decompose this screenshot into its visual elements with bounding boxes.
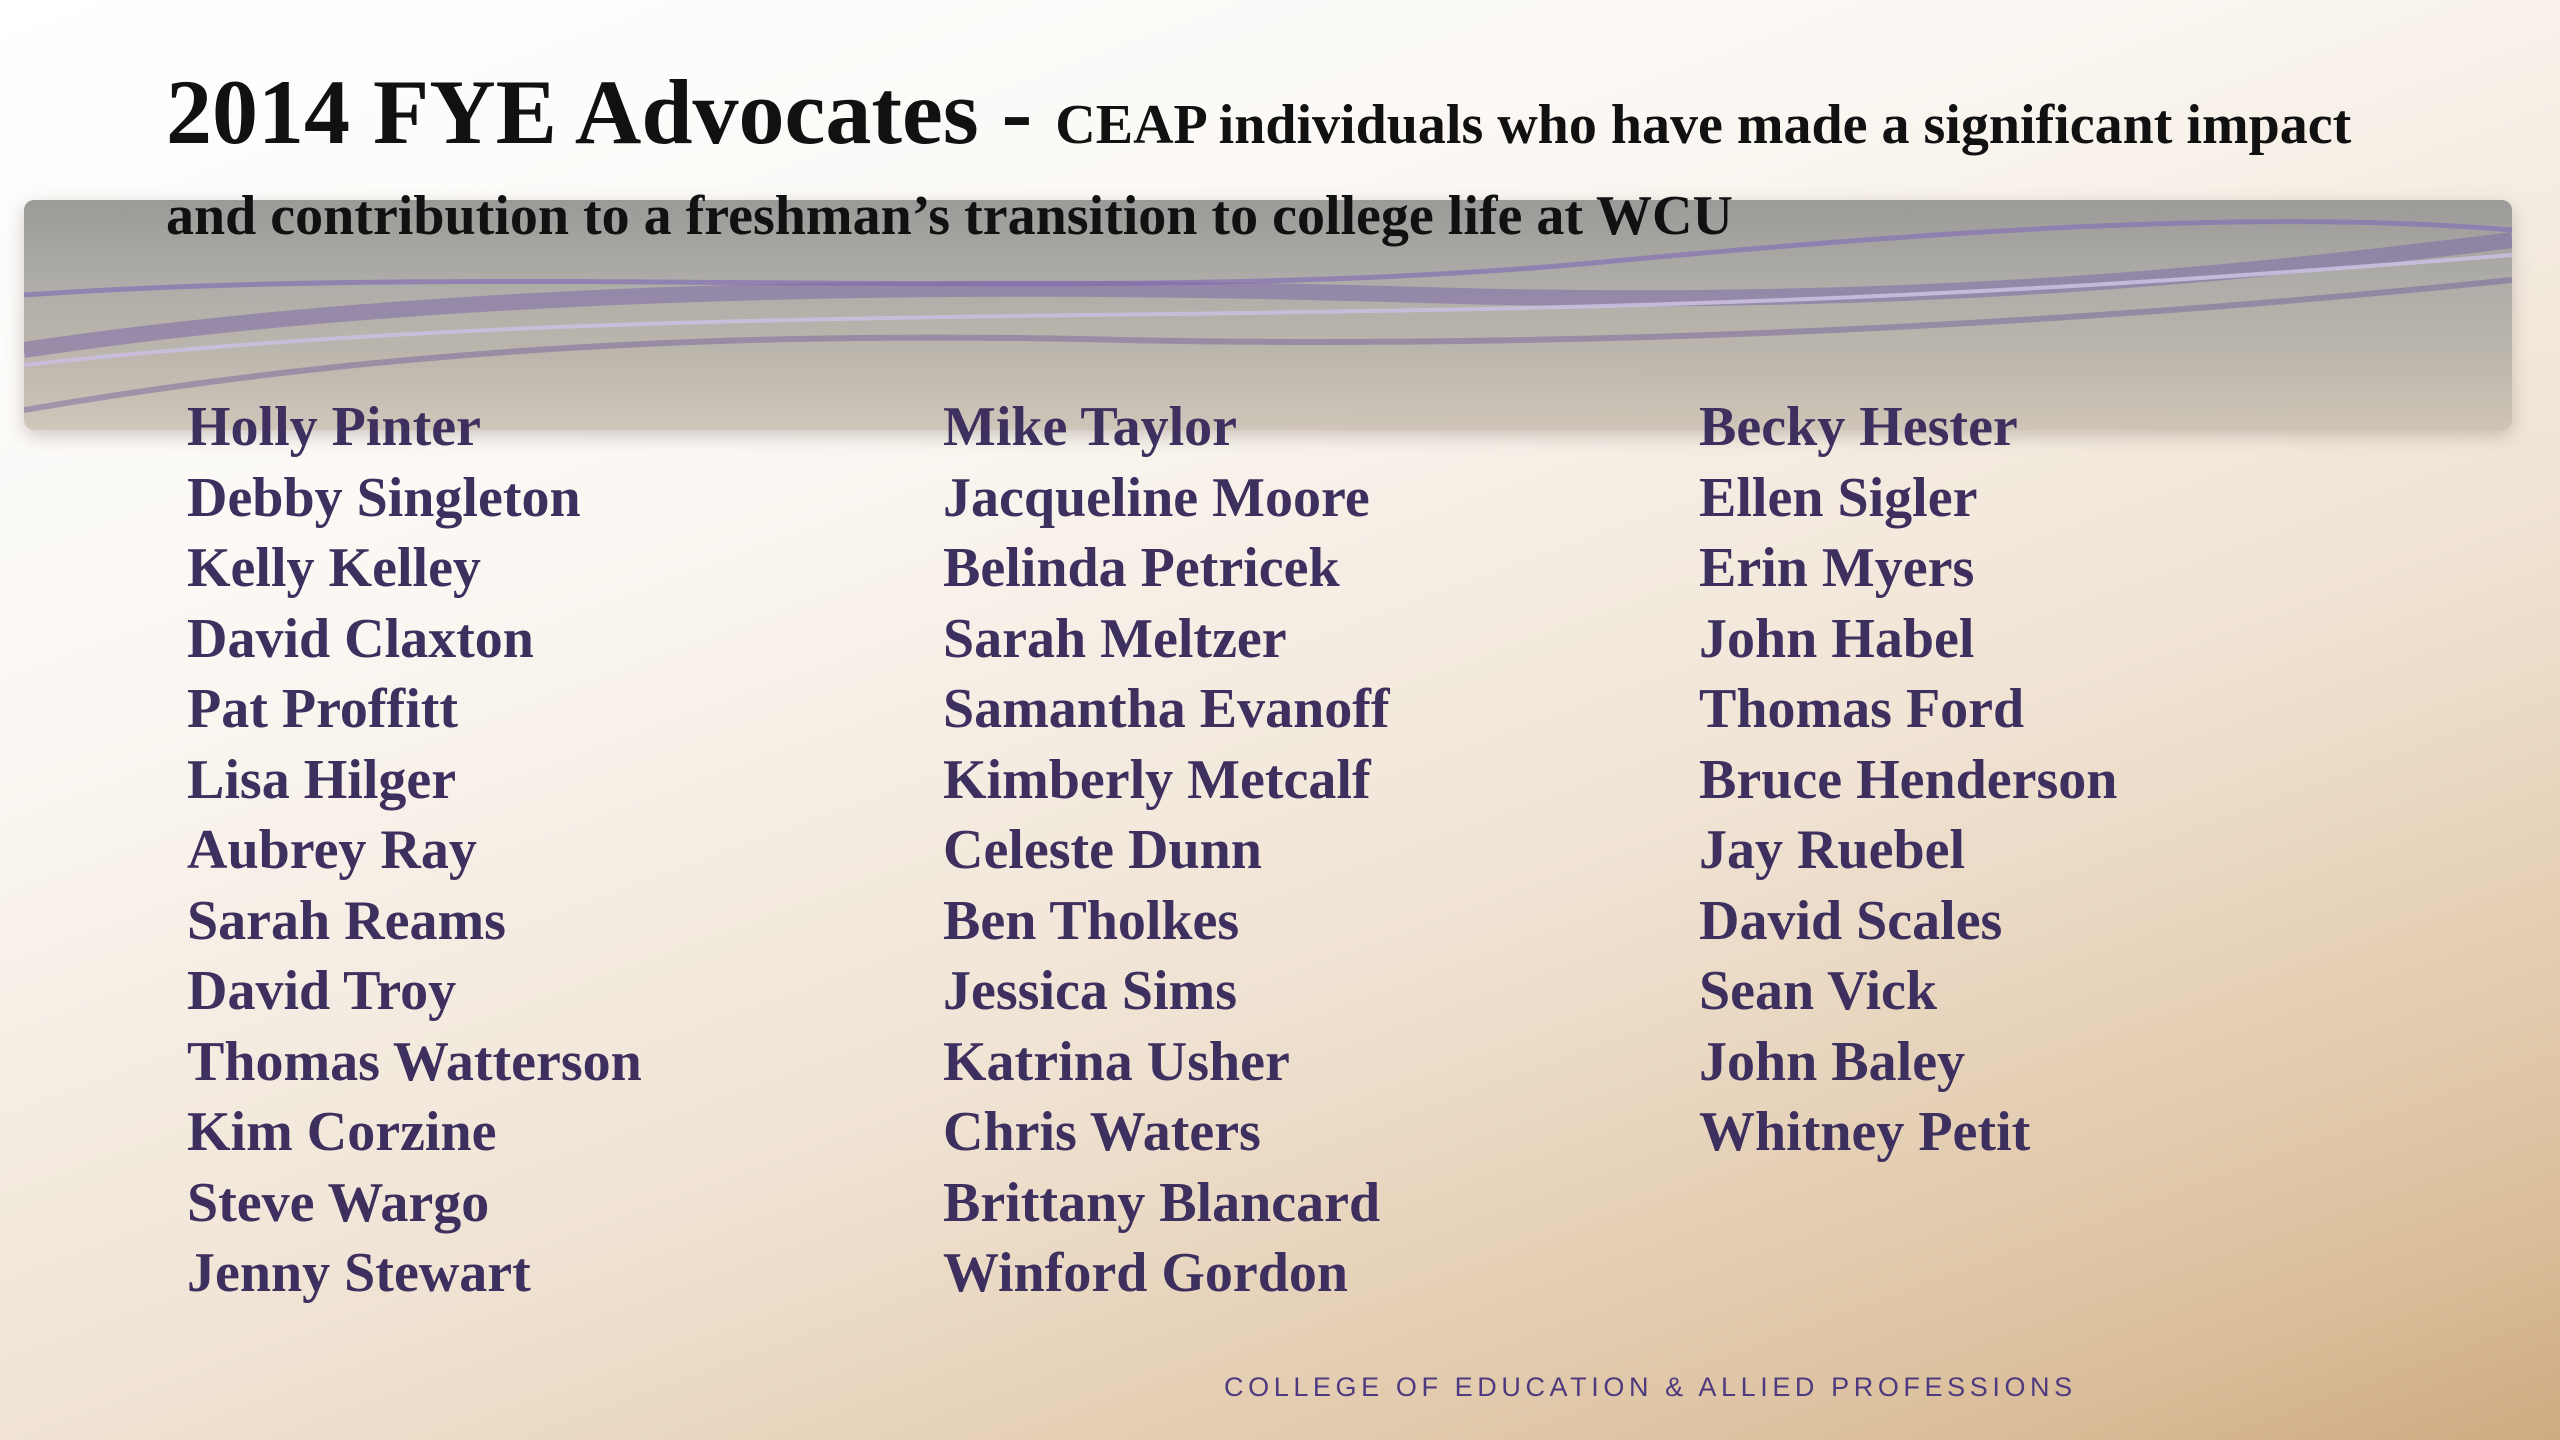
advocate-name: Sean Vick — [1699, 960, 1938, 1022]
advocate-name: Samantha Evanoff — [943, 678, 1390, 740]
advocate-name: Becky Hester — [1699, 396, 2018, 458]
advocate-name: Sarah Reams — [187, 889, 506, 952]
slide-title — [166, 61, 2416, 265]
advocate-name: Ben Tholkes — [943, 889, 1240, 952]
college-footer: COLLEGE OF EDUCATION & ALLIED PROFESSIONS — [1224, 1372, 2077, 1402]
advocate-column-2 — [943, 392, 1390, 1309]
advocate-name: Bruce Henderson — [1699, 748, 2118, 811]
advocate-name: David Scales — [1699, 889, 2003, 952]
advocate-name: Chris Waters — [943, 1101, 1261, 1163]
advocate-columns — [187, 392, 2487, 1312]
advocate-column-3 — [1699, 392, 2117, 1168]
advocate-name: Jay Ruebel — [1699, 819, 1965, 881]
advocate-name: Jessica Sims — [943, 960, 1237, 1022]
advocate-name: David Troy — [187, 960, 457, 1022]
advocate-name: Kim Corzine — [187, 1101, 497, 1163]
advocate-name: Debby Singleton — [187, 466, 581, 529]
title-subtitle: CEAP individuals who have made a significant impact and contribution to a freshman’s transition to college life at WCU — [166, 94, 2352, 247]
advocate-name: Winford Gordon — [943, 1242, 1349, 1304]
advocate-name: Aubrey Ray — [187, 819, 477, 881]
advocate-name: Thomas Ford — [1699, 678, 2025, 740]
advocate-name: Brittany Blancard — [943, 1171, 1381, 1234]
advocate-name: Whitney Petit — [1699, 1101, 2031, 1163]
advocate-name: David Claxton — [187, 607, 534, 670]
advocate-name: Thomas Watterson — [187, 1030, 642, 1093]
advocate-name: Kelly Kelley — [187, 537, 481, 599]
advocate-name: Ellen Sigler — [1699, 466, 1978, 529]
title-main: 2014 FYE Advocates - — [166, 61, 1056, 163]
advocate-column-1 — [187, 392, 642, 1309]
advocate-name: Erin Myers — [1699, 537, 1975, 599]
advocate-name: Sarah Meltzer — [943, 607, 1287, 670]
advocate-name: Pat Proffitt — [187, 678, 459, 740]
advocate-name: Steve Wargo — [187, 1171, 490, 1234]
advocate-name: Jenny Stewart — [187, 1242, 531, 1304]
advocate-name: John Baley — [1699, 1030, 1966, 1093]
advocate-name: Celeste Dunn — [943, 819, 1262, 881]
advocate-name: Katrina Usher — [943, 1030, 1290, 1093]
advocate-name: Holly Pinter — [187, 396, 481, 458]
advocate-name: Mike Taylor — [943, 396, 1238, 458]
advocate-name: Belinda Petricek — [943, 537, 1340, 599]
advocate-name: Jacqueline Moore — [943, 466, 1370, 529]
advocate-name: John Habel — [1699, 607, 1975, 670]
advocate-name: Lisa Hilger — [187, 748, 457, 811]
advocate-name: Kimberly Metcalf — [943, 748, 1371, 811]
